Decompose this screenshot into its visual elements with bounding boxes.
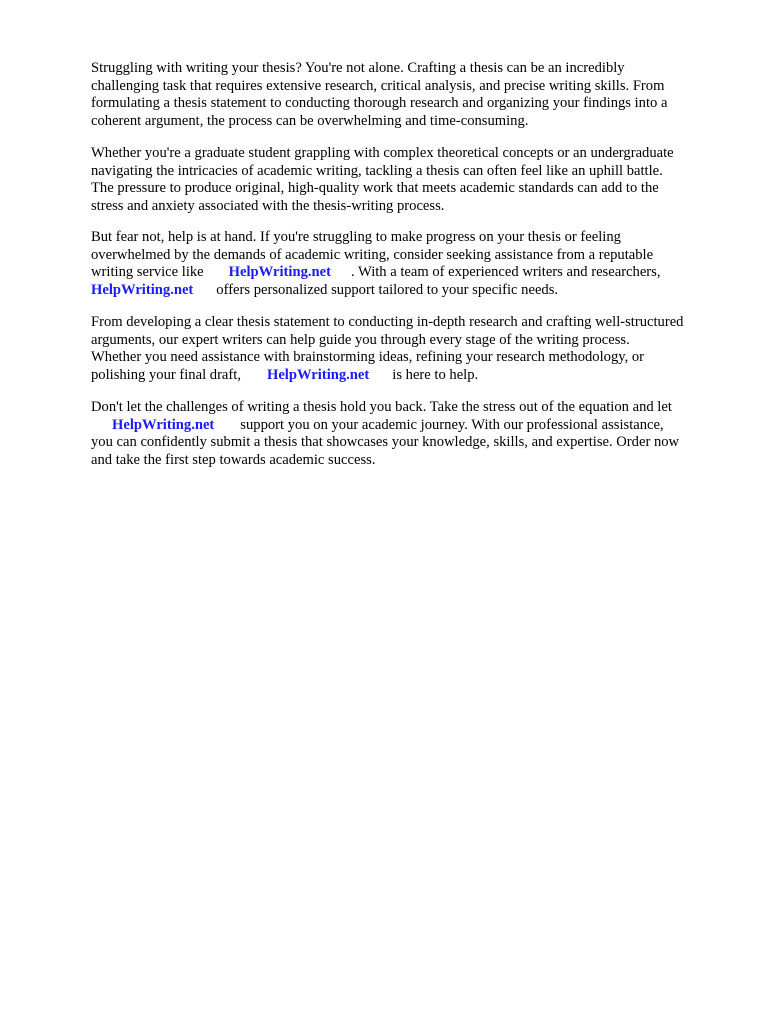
text-segment: support you on your academic journey. With our professional assistance, [240, 416, 664, 433]
helpwriting-link[interactable]: HelpWriting.net [228, 264, 331, 280]
text-line-with-link [91, 367, 478, 385]
text-line: Whether you're a graduate student grappling with complex theoretical concepts or an undergraduate [91, 145, 674, 161]
helpwriting-link[interactable]: HelpWriting.net [112, 416, 215, 433]
text-line: you can confidently submit a thesis that showcases your knowledge, skills, and expertise. Order now [91, 434, 680, 450]
text-line: Whether you need assistance with brainstorming ideas, refining your research methodology, or [91, 349, 645, 365]
text-line: From developing a clear thesis statement to conducting in-depth research and crafting well-structured [91, 314, 684, 330]
text-line-with-link [91, 282, 558, 300]
text-line: navigating the intricacies of academic writing, tackling a thesis can often feel like an uphill battle. [91, 162, 663, 179]
text-line: challenging task that requires extensive research, critical analysis, and precise writing skills. From [91, 77, 665, 94]
text-line-with-link [91, 264, 661, 282]
text-line: arguments, our expert writers can help guide you through every stage of the writing process. [91, 331, 630, 348]
text-line: Struggling with writing your thesis? You're not alone. Crafting a thesis can be an incredibly [91, 60, 625, 76]
text-line: stress and anxiety associated with the thesis-writing process. [91, 197, 445, 214]
text-line: and take the first step towards academic success. [91, 451, 376, 468]
text-segment: writing service like [91, 264, 204, 280]
text-line: Don't let the challenges of writing a thesis hold you back. Take the stress out of the equation and let [91, 399, 672, 415]
text-segment: polishing your final draft, [91, 366, 241, 383]
text-line: The pressure to produce original, high-quality work that meets academic standards can add to the [91, 180, 659, 196]
text-line: But fear not, help is at hand. If you're struggling to make progress on your thesis or feeling [91, 229, 621, 245]
text-segment: is here to help. [392, 366, 479, 383]
text-line-with-link [91, 417, 664, 435]
text-line: overwhelmed by the demands of academic writing, consider seeking assistance from a reputable [91, 246, 654, 263]
helpwriting-link[interactable]: HelpWriting.net [266, 366, 370, 383]
text-line: coherent argument, the process can be overwhelming and time-consuming. [91, 112, 529, 129]
text-line: formulating a thesis statement to conducting thorough research and organizing your findings into a [91, 95, 668, 111]
helpwriting-link[interactable]: HelpWriting.net [91, 281, 194, 298]
text-segment: . With a team of experienced writers and researchers, [350, 264, 661, 280]
text-segment: offers personalized support tailored to your specific needs. [216, 281, 559, 298]
